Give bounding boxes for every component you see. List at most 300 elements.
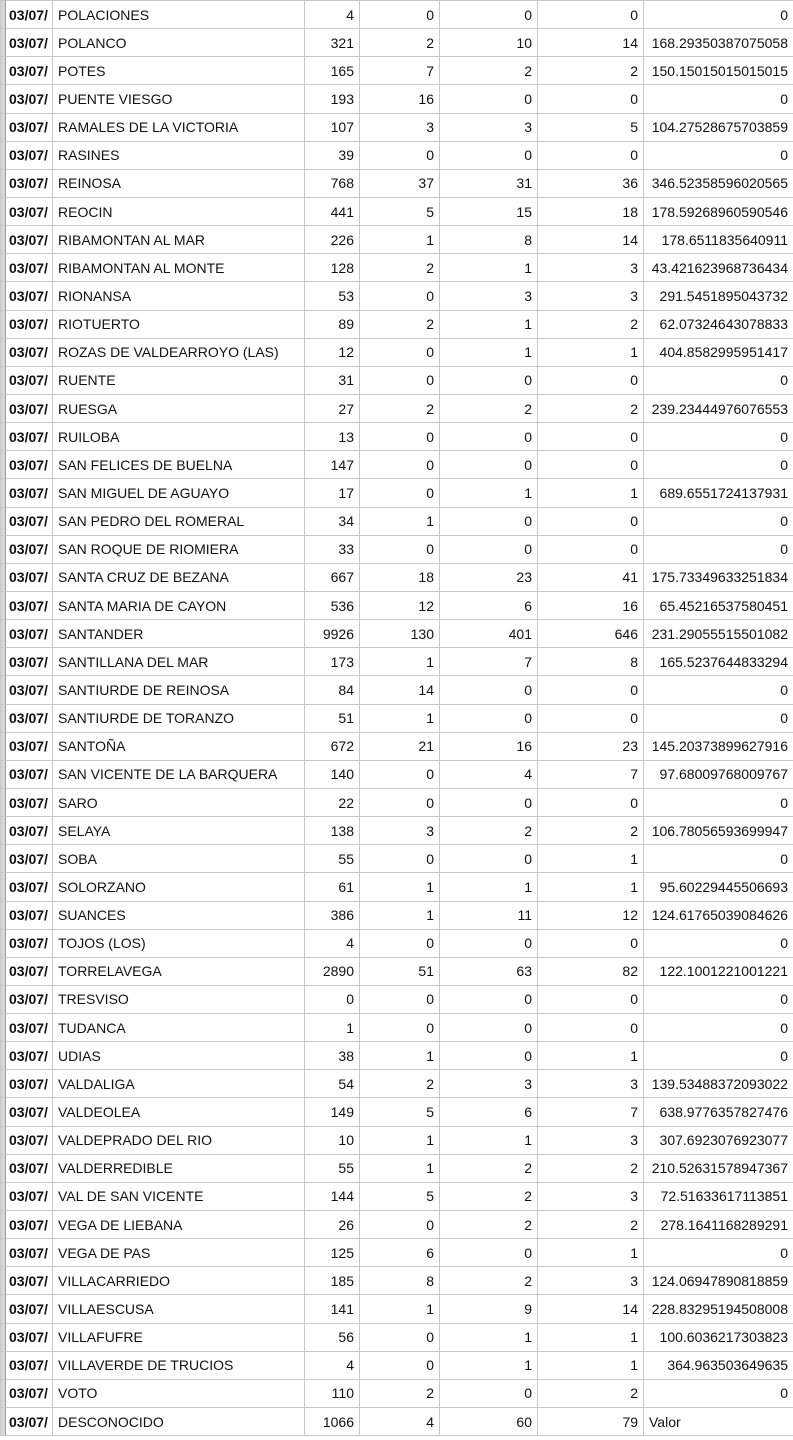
value-cell-3[interactable]: 1 [440, 1351, 538, 1379]
date-cell[interactable]: 03/07/ [6, 366, 53, 394]
value-cell-4[interactable]: 1 [538, 1239, 644, 1267]
value-cell-3[interactable]: 0 [440, 1042, 538, 1070]
date-cell[interactable]: 03/07/ [6, 1239, 53, 1267]
value-cell-1[interactable]: 147 [305, 451, 360, 479]
date-cell[interactable]: 03/07/ [6, 1323, 53, 1351]
value-cell-2[interactable]: 3 [360, 113, 440, 141]
municipality-cell[interactable]: VILLACARRIEDO [53, 1267, 305, 1295]
value-cell-3[interactable]: 2 [440, 1267, 538, 1295]
municipality-cell[interactable]: POLACIONES [53, 1, 305, 29]
value-cell-2[interactable]: 0 [360, 366, 440, 394]
rate-cell[interactable]: 178.6511835640911 [644, 226, 793, 254]
rate-cell[interactable]: 364.963503649635 [644, 1351, 793, 1379]
date-cell[interactable]: 03/07/ [6, 507, 53, 535]
date-cell[interactable]: 03/07/ [6, 226, 53, 254]
rate-cell[interactable]: 689.6551724137931 [644, 479, 793, 507]
value-cell-2[interactable]: 1 [360, 704, 440, 732]
value-cell-2[interactable]: 8 [360, 1267, 440, 1295]
value-cell-4[interactable]: 14 [538, 226, 644, 254]
value-cell-2[interactable]: 2 [360, 394, 440, 422]
rate-cell[interactable]: 0 [644, 704, 793, 732]
value-cell-2[interactable]: 51 [360, 957, 440, 985]
value-cell-2[interactable]: 4 [360, 1408, 440, 1436]
value-cell-4[interactable]: 0 [538, 535, 644, 563]
rate-cell[interactable]: 404.8582995951417 [644, 338, 793, 366]
value-cell-1[interactable]: 1 [305, 1014, 360, 1042]
value-cell-3[interactable]: 0 [440, 141, 538, 169]
value-cell-2[interactable]: 5 [360, 197, 440, 225]
rate-cell[interactable]: 72.51633617113851 [644, 1182, 793, 1210]
value-cell-2[interactable]: 5 [360, 1098, 440, 1126]
value-cell-2[interactable]: 0 [360, 985, 440, 1013]
value-cell-2[interactable]: 6 [360, 1239, 440, 1267]
value-cell-3[interactable]: 0 [440, 366, 538, 394]
rate-cell[interactable]: 0 [644, 845, 793, 873]
municipality-cell[interactable]: DESCONOCIDO [53, 1408, 305, 1436]
value-cell-3[interactable]: 0 [440, 1379, 538, 1407]
municipality-cell[interactable]: RIONANSA [53, 282, 305, 310]
value-cell-1[interactable]: 34 [305, 507, 360, 535]
value-cell-1[interactable]: 27 [305, 394, 360, 422]
value-cell-1[interactable]: 185 [305, 1267, 360, 1295]
value-cell-4[interactable]: 2 [538, 394, 644, 422]
date-cell[interactable]: 03/07/ [6, 845, 53, 873]
date-cell[interactable]: 03/07/ [6, 1, 53, 29]
value-cell-1[interactable]: 84 [305, 676, 360, 704]
rate-cell[interactable]: 0 [644, 1379, 793, 1407]
value-cell-1[interactable]: 9926 [305, 620, 360, 648]
date-cell[interactable]: 03/07/ [6, 1182, 53, 1210]
value-cell-2[interactable]: 130 [360, 620, 440, 648]
municipality-cell[interactable]: VILLAVERDE DE TRUCIOS [53, 1351, 305, 1379]
value-cell-1[interactable]: 4 [305, 929, 360, 957]
municipality-cell[interactable]: RUENTE [53, 366, 305, 394]
value-cell-2[interactable]: 1 [360, 507, 440, 535]
value-cell-3[interactable]: 0 [440, 535, 538, 563]
value-cell-2[interactable]: 0 [360, 141, 440, 169]
value-cell-1[interactable]: 441 [305, 197, 360, 225]
date-cell[interactable]: 03/07/ [6, 788, 53, 816]
value-cell-1[interactable]: 1066 [305, 1408, 360, 1436]
value-cell-1[interactable]: 39 [305, 141, 360, 169]
rate-cell[interactable]: 43.421623968736434 [644, 254, 793, 282]
value-cell-4[interactable]: 79 [538, 1408, 644, 1436]
municipality-cell[interactable]: SAN ROQUE DE RIOMIERA [53, 535, 305, 563]
date-cell[interactable]: 03/07/ [6, 254, 53, 282]
value-cell-4[interactable]: 16 [538, 591, 644, 619]
value-cell-4[interactable]: 0 [538, 788, 644, 816]
rate-cell[interactable]: 0 [644, 366, 793, 394]
value-cell-1[interactable]: 55 [305, 1154, 360, 1182]
rate-cell[interactable]: Valor [644, 1408, 793, 1436]
value-cell-2[interactable]: 0 [360, 1323, 440, 1351]
municipality-cell[interactable]: TORRELAVEGA [53, 957, 305, 985]
value-cell-4[interactable]: 1 [538, 1042, 644, 1070]
rate-cell[interactable]: 106.78056593699947 [644, 817, 793, 845]
value-cell-3[interactable]: 0 [440, 985, 538, 1013]
date-cell[interactable]: 03/07/ [6, 1154, 53, 1182]
value-cell-3[interactable]: 0 [440, 1239, 538, 1267]
value-cell-2[interactable]: 0 [360, 845, 440, 873]
municipality-cell[interactable]: SANTIURDE DE REINOSA [53, 676, 305, 704]
value-cell-2[interactable]: 0 [360, 282, 440, 310]
value-cell-4[interactable]: 1 [538, 479, 644, 507]
value-cell-3[interactable]: 2 [440, 57, 538, 85]
date-cell[interactable]: 03/07/ [6, 1042, 53, 1070]
value-cell-2[interactable]: 12 [360, 591, 440, 619]
date-cell[interactable]: 03/07/ [6, 760, 53, 788]
value-cell-3[interactable]: 3 [440, 1070, 538, 1098]
value-cell-1[interactable]: 226 [305, 226, 360, 254]
value-cell-3[interactable]: 3 [440, 113, 538, 141]
value-cell-2[interactable]: 16 [360, 85, 440, 113]
rate-cell[interactable]: 178.59268960590546 [644, 197, 793, 225]
value-cell-4[interactable]: 23 [538, 732, 644, 760]
rate-cell[interactable]: 165.5237644833294 [644, 648, 793, 676]
rate-cell[interactable]: 278.1641168289291 [644, 1211, 793, 1239]
value-cell-4[interactable]: 0 [538, 1014, 644, 1042]
municipality-cell[interactable]: VALDALIGA [53, 1070, 305, 1098]
value-cell-1[interactable]: 10 [305, 1126, 360, 1154]
municipality-cell[interactable]: SELAYA [53, 817, 305, 845]
municipality-cell[interactable]: VALDERREDIBLE [53, 1154, 305, 1182]
rate-cell[interactable]: 124.06947890818859 [644, 1267, 793, 1295]
value-cell-2[interactable]: 0 [360, 1, 440, 29]
value-cell-3[interactable]: 4 [440, 760, 538, 788]
date-cell[interactable]: 03/07/ [6, 282, 53, 310]
value-cell-4[interactable]: 2 [538, 57, 644, 85]
value-cell-4[interactable]: 1 [538, 873, 644, 901]
value-cell-3[interactable]: 10 [440, 29, 538, 57]
rate-cell[interactable]: 150.15015015015015 [644, 57, 793, 85]
municipality-cell[interactable]: SAN PEDRO DEL ROMERAL [53, 507, 305, 535]
municipality-cell[interactable]: SANTIURDE DE TORANZO [53, 704, 305, 732]
rate-cell[interactable]: 100.6036217303823 [644, 1323, 793, 1351]
municipality-cell[interactable]: VALDEPRADO DEL RIO [53, 1126, 305, 1154]
value-cell-4[interactable]: 3 [538, 254, 644, 282]
municipality-cell[interactable]: UDIAS [53, 1042, 305, 1070]
value-cell-1[interactable]: 12 [305, 338, 360, 366]
rate-cell[interactable]: 0 [644, 451, 793, 479]
municipality-cell[interactable]: RAMALES DE LA VICTORIA [53, 113, 305, 141]
value-cell-3[interactable]: 0 [440, 845, 538, 873]
date-cell[interactable]: 03/07/ [6, 1351, 53, 1379]
value-cell-1[interactable]: 13 [305, 423, 360, 451]
value-cell-4[interactable]: 18 [538, 197, 644, 225]
value-cell-3[interactable]: 0 [440, 1014, 538, 1042]
municipality-cell[interactable]: SAN FELICES DE BUELNA [53, 451, 305, 479]
value-cell-4[interactable]: 2 [538, 817, 644, 845]
municipality-cell[interactable]: VILLAESCUSA [53, 1295, 305, 1323]
rate-cell[interactable]: 291.5451895043732 [644, 282, 793, 310]
date-cell[interactable]: 03/07/ [6, 1098, 53, 1126]
rate-cell[interactable]: 228.83295194508008 [644, 1295, 793, 1323]
value-cell-4[interactable]: 0 [538, 1, 644, 29]
value-cell-2[interactable]: 2 [360, 254, 440, 282]
rate-cell[interactable]: 97.68009768009767 [644, 760, 793, 788]
value-cell-2[interactable]: 0 [360, 929, 440, 957]
value-cell-3[interactable]: 8 [440, 226, 538, 254]
value-cell-4[interactable]: 7 [538, 760, 644, 788]
value-cell-2[interactable]: 0 [360, 760, 440, 788]
value-cell-3[interactable]: 9 [440, 1295, 538, 1323]
municipality-cell[interactable]: RIBAMONTAN AL MONTE [53, 254, 305, 282]
value-cell-1[interactable]: 4 [305, 1, 360, 29]
value-cell-2[interactable]: 0 [360, 1211, 440, 1239]
value-cell-1[interactable]: 22 [305, 788, 360, 816]
value-cell-3[interactable]: 0 [440, 451, 538, 479]
value-cell-4[interactable]: 0 [538, 985, 644, 1013]
value-cell-3[interactable]: 2 [440, 817, 538, 845]
value-cell-3[interactable]: 2 [440, 1154, 538, 1182]
value-cell-3[interactable]: 23 [440, 563, 538, 591]
value-cell-3[interactable]: 15 [440, 197, 538, 225]
value-cell-1[interactable]: 0 [305, 985, 360, 1013]
value-cell-1[interactable]: 54 [305, 1070, 360, 1098]
municipality-cell[interactable]: RIBAMONTAN AL MAR [53, 226, 305, 254]
rate-cell[interactable]: 231.29055515501082 [644, 620, 793, 648]
rate-cell[interactable]: 95.60229445506693 [644, 873, 793, 901]
value-cell-2[interactable]: 0 [360, 1351, 440, 1379]
value-cell-1[interactable]: 55 [305, 845, 360, 873]
date-cell[interactable]: 03/07/ [6, 1070, 53, 1098]
rate-cell[interactable]: 0 [644, 929, 793, 957]
date-cell[interactable]: 03/07/ [6, 929, 53, 957]
value-cell-3[interactable]: 2 [440, 1211, 538, 1239]
date-cell[interactable]: 03/07/ [6, 1126, 53, 1154]
value-cell-3[interactable]: 1 [440, 1323, 538, 1351]
date-cell[interactable]: 03/07/ [6, 873, 53, 901]
municipality-cell[interactable]: VOTO [53, 1379, 305, 1407]
value-cell-3[interactable]: 31 [440, 169, 538, 197]
value-cell-3[interactable]: 6 [440, 1098, 538, 1126]
value-cell-4[interactable]: 0 [538, 85, 644, 113]
value-cell-4[interactable]: 8 [538, 648, 644, 676]
value-cell-4[interactable]: 0 [538, 423, 644, 451]
date-cell[interactable]: 03/07/ [6, 29, 53, 57]
value-cell-2[interactable]: 2 [360, 1379, 440, 1407]
municipality-cell[interactable]: REINOSA [53, 169, 305, 197]
value-cell-1[interactable]: 125 [305, 1239, 360, 1267]
date-cell[interactable]: 03/07/ [6, 901, 53, 929]
rate-cell[interactable]: 0 [644, 535, 793, 563]
date-cell[interactable]: 03/07/ [6, 563, 53, 591]
rate-cell[interactable]: 638.9776357827476 [644, 1098, 793, 1126]
municipality-cell[interactable]: PUENTE VIESGO [53, 85, 305, 113]
municipality-cell[interactable]: TOJOS (LOS) [53, 929, 305, 957]
value-cell-2[interactable]: 0 [360, 451, 440, 479]
date-cell[interactable]: 03/07/ [6, 1379, 53, 1407]
value-cell-3[interactable]: 7 [440, 648, 538, 676]
municipality-cell[interactable]: POTES [53, 57, 305, 85]
date-cell[interactable]: 03/07/ [6, 1295, 53, 1323]
value-cell-2[interactable]: 0 [360, 1014, 440, 1042]
value-cell-3[interactable]: 16 [440, 732, 538, 760]
value-cell-2[interactable]: 0 [360, 338, 440, 366]
value-cell-4[interactable]: 0 [538, 366, 644, 394]
value-cell-1[interactable]: 128 [305, 254, 360, 282]
value-cell-3[interactable]: 0 [440, 85, 538, 113]
municipality-cell[interactable]: SOBA [53, 845, 305, 873]
value-cell-4[interactable]: 41 [538, 563, 644, 591]
value-cell-3[interactable]: 1 [440, 873, 538, 901]
value-cell-2[interactable]: 1 [360, 901, 440, 929]
value-cell-2[interactable]: 7 [360, 57, 440, 85]
value-cell-1[interactable]: 61 [305, 873, 360, 901]
date-cell[interactable]: 03/07/ [6, 591, 53, 619]
value-cell-1[interactable]: 89 [305, 310, 360, 338]
value-cell-4[interactable]: 3 [538, 1070, 644, 1098]
date-cell[interactable]: 03/07/ [6, 57, 53, 85]
value-cell-4[interactable]: 1 [538, 1323, 644, 1351]
value-cell-2[interactable]: 5 [360, 1182, 440, 1210]
value-cell-1[interactable]: 38 [305, 1042, 360, 1070]
rate-cell[interactable]: 0 [644, 985, 793, 1013]
value-cell-2[interactable]: 1 [360, 873, 440, 901]
value-cell-4[interactable]: 0 [538, 676, 644, 704]
value-cell-1[interactable]: 536 [305, 591, 360, 619]
rate-cell[interactable]: 122.1001221001221 [644, 957, 793, 985]
value-cell-4[interactable]: 36 [538, 169, 644, 197]
date-cell[interactable]: 03/07/ [6, 310, 53, 338]
value-cell-3[interactable]: 63 [440, 957, 538, 985]
date-cell[interactable]: 03/07/ [6, 648, 53, 676]
value-cell-4[interactable]: 82 [538, 957, 644, 985]
municipality-cell[interactable]: TUDANCA [53, 1014, 305, 1042]
municipality-cell[interactable]: VEGA DE PAS [53, 1239, 305, 1267]
value-cell-2[interactable]: 1 [360, 1295, 440, 1323]
value-cell-1[interactable]: 138 [305, 817, 360, 845]
municipality-cell[interactable]: SANTA MARIA DE CAYON [53, 591, 305, 619]
rate-cell[interactable]: 145.20373899627916 [644, 732, 793, 760]
date-cell[interactable]: 03/07/ [6, 704, 53, 732]
value-cell-3[interactable]: 1 [440, 254, 538, 282]
date-cell[interactable]: 03/07/ [6, 85, 53, 113]
rate-cell[interactable]: 0 [644, 1239, 793, 1267]
value-cell-1[interactable]: 53 [305, 282, 360, 310]
value-cell-1[interactable]: 173 [305, 648, 360, 676]
date-cell[interactable]: 03/07/ [6, 957, 53, 985]
value-cell-1[interactable]: 144 [305, 1182, 360, 1210]
value-cell-4[interactable]: 5 [538, 113, 644, 141]
date-cell[interactable]: 03/07/ [6, 817, 53, 845]
value-cell-1[interactable]: 56 [305, 1323, 360, 1351]
value-cell-4[interactable]: 0 [538, 929, 644, 957]
value-cell-1[interactable]: 386 [305, 901, 360, 929]
date-cell[interactable]: 03/07/ [6, 1014, 53, 1042]
municipality-cell[interactable]: RUILOBA [53, 423, 305, 451]
value-cell-1[interactable]: 149 [305, 1098, 360, 1126]
municipality-cell[interactable]: SOLORZANO [53, 873, 305, 901]
value-cell-3[interactable]: 11 [440, 901, 538, 929]
date-cell[interactable]: 03/07/ [6, 676, 53, 704]
value-cell-3[interactable]: 60 [440, 1408, 538, 1436]
date-cell[interactable]: 03/07/ [6, 1408, 53, 1436]
value-cell-2[interactable]: 0 [360, 423, 440, 451]
rate-cell[interactable]: 210.52631578947367 [644, 1154, 793, 1182]
rate-cell[interactable]: 168.29350387075058 [644, 29, 793, 57]
value-cell-4[interactable]: 3 [538, 1267, 644, 1295]
date-cell[interactable]: 03/07/ [6, 338, 53, 366]
value-cell-1[interactable]: 140 [305, 760, 360, 788]
value-cell-2[interactable]: 14 [360, 676, 440, 704]
value-cell-2[interactable]: 1 [360, 1126, 440, 1154]
municipality-cell[interactable]: VALDEOLEA [53, 1098, 305, 1126]
value-cell-4[interactable]: 2 [538, 310, 644, 338]
value-cell-2[interactable]: 0 [360, 788, 440, 816]
value-cell-2[interactable]: 2 [360, 1070, 440, 1098]
value-cell-1[interactable]: 672 [305, 732, 360, 760]
value-cell-3[interactable]: 2 [440, 394, 538, 422]
value-cell-2[interactable]: 2 [360, 310, 440, 338]
value-cell-4[interactable]: 1 [538, 1351, 644, 1379]
date-cell[interactable]: 03/07/ [6, 985, 53, 1013]
rate-cell[interactable]: 124.61765039084626 [644, 901, 793, 929]
date-cell[interactable]: 03/07/ [6, 535, 53, 563]
value-cell-2[interactable]: 1 [360, 1042, 440, 1070]
date-cell[interactable]: 03/07/ [6, 113, 53, 141]
rate-cell[interactable]: 0 [644, 1014, 793, 1042]
value-cell-4[interactable]: 3 [538, 282, 644, 310]
value-cell-1[interactable]: 110 [305, 1379, 360, 1407]
value-cell-2[interactable]: 3 [360, 817, 440, 845]
value-cell-3[interactable]: 0 [440, 788, 538, 816]
rate-cell[interactable]: 0 [644, 85, 793, 113]
value-cell-3[interactable]: 6 [440, 591, 538, 619]
value-cell-1[interactable]: 2890 [305, 957, 360, 985]
value-cell-1[interactable]: 193 [305, 85, 360, 113]
rate-cell[interactable]: 65.45216537580451 [644, 591, 793, 619]
value-cell-1[interactable]: 768 [305, 169, 360, 197]
value-cell-1[interactable]: 4 [305, 1351, 360, 1379]
municipality-cell[interactable]: RIOTUERTO [53, 310, 305, 338]
date-cell[interactable]: 03/07/ [6, 451, 53, 479]
rate-cell[interactable]: 0 [644, 141, 793, 169]
rate-cell[interactable]: 0 [644, 788, 793, 816]
rate-cell[interactable]: 0 [644, 507, 793, 535]
value-cell-1[interactable]: 165 [305, 57, 360, 85]
value-cell-1[interactable]: 33 [305, 535, 360, 563]
value-cell-2[interactable]: 1 [360, 648, 440, 676]
municipality-cell[interactable]: SANTA CRUZ DE BEZANA [53, 563, 305, 591]
municipality-cell[interactable]: SUANCES [53, 901, 305, 929]
date-cell[interactable]: 03/07/ [6, 732, 53, 760]
value-cell-4[interactable]: 1 [538, 338, 644, 366]
value-cell-1[interactable]: 141 [305, 1295, 360, 1323]
municipality-cell[interactable]: SANTOÑA [53, 732, 305, 760]
value-cell-4[interactable]: 3 [538, 1182, 644, 1210]
date-cell[interactable]: 03/07/ [6, 197, 53, 225]
value-cell-1[interactable]: 667 [305, 563, 360, 591]
value-cell-3[interactable]: 0 [440, 1, 538, 29]
value-cell-3[interactable]: 1 [440, 1126, 538, 1154]
value-cell-4[interactable]: 14 [538, 29, 644, 57]
value-cell-4[interactable]: 0 [538, 507, 644, 535]
value-cell-3[interactable]: 0 [440, 423, 538, 451]
rate-cell[interactable]: 0 [644, 1, 793, 29]
municipality-cell[interactable]: ROZAS DE VALDEARROYO (LAS) [53, 338, 305, 366]
value-cell-4[interactable]: 0 [538, 141, 644, 169]
value-cell-4[interactable]: 3 [538, 1126, 644, 1154]
value-cell-4[interactable]: 646 [538, 620, 644, 648]
municipality-cell[interactable]: VEGA DE LIEBANA [53, 1211, 305, 1239]
value-cell-1[interactable]: 17 [305, 479, 360, 507]
rate-cell[interactable]: 307.6923076923077 [644, 1126, 793, 1154]
municipality-cell[interactable]: RUESGA [53, 394, 305, 422]
value-cell-4[interactable]: 1 [538, 845, 644, 873]
municipality-cell[interactable]: RASINES [53, 141, 305, 169]
date-cell[interactable]: 03/07/ [6, 479, 53, 507]
